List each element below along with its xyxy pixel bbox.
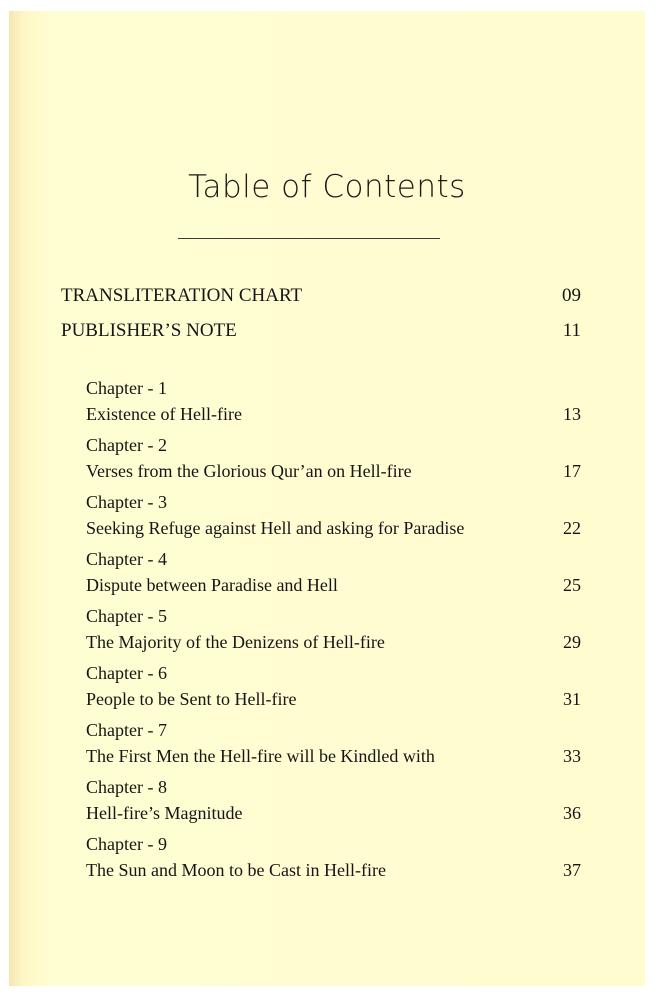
chapter-entry[interactable] <box>86 661 581 712</box>
chapter-label: Chapter - 5 <box>86 606 167 626</box>
entry-title: PUBLISHER’S NOTE <box>61 320 237 341</box>
chapter-title: Hell-fire’s Magnitude <box>86 803 243 823</box>
chapter-page-number: 25 <box>563 575 581 595</box>
chapter-label: Chapter - 9 <box>86 834 167 854</box>
chapter-entry[interactable] <box>86 775 581 826</box>
front-matter-entry-transliteration[interactable] <box>61 278 581 313</box>
entry-title: TRANSLITERATION CHART <box>61 285 303 306</box>
chapter-entry[interactable] <box>86 547 581 598</box>
table-of-contents <box>61 278 581 889</box>
chapter-title: The Sun and Moon to be Cast in Hell-fire <box>86 860 386 880</box>
chapter-title: Dispute between Paradise and Hell <box>86 575 338 595</box>
chapter-page-number: 37 <box>563 860 581 880</box>
chapter-entry[interactable] <box>86 376 581 427</box>
chapter-page-number: 17 <box>563 461 581 481</box>
chapter-page-number: 13 <box>563 404 581 424</box>
chapter-title: The Majority of the Denizens of Hell-fire <box>86 632 385 652</box>
chapter-label: Chapter - 4 <box>86 549 167 569</box>
chapter-entry[interactable] <box>86 832 581 883</box>
chapter-entry[interactable] <box>86 490 581 541</box>
chapter-label: Chapter - 6 <box>86 663 167 683</box>
chapter-title: The First Men the Hell-fire will be Kindled with <box>86 746 435 766</box>
chapter-entry[interactable] <box>86 718 581 769</box>
chapter-title: People to be Sent to Hell-fire <box>86 689 297 709</box>
chapter-label: Chapter - 3 <box>86 492 167 512</box>
chapter-page-number: 36 <box>563 803 581 823</box>
chapter-page-number: 29 <box>563 632 581 652</box>
chapter-label: Chapter - 8 <box>86 777 167 797</box>
page-title: Table of Contents <box>188 169 466 205</box>
entry-page-number: 09 <box>562 285 581 306</box>
chapter-entry[interactable] <box>86 604 581 655</box>
chapter-entry[interactable] <box>86 433 581 484</box>
chapter-page-number: 22 <box>563 518 581 538</box>
title-underline <box>178 238 440 239</box>
chapter-title: Verses from the Glorious Qur’an on Hell-fire <box>86 461 412 481</box>
chapter-title: Seeking Refuge against Hell and asking for Paradise <box>86 518 465 538</box>
chapter-label: Chapter - 7 <box>86 720 167 740</box>
chapter-list <box>61 376 581 883</box>
front-matter-entry-publishers-note[interactable] <box>61 313 581 348</box>
chapter-title: Existence of Hell-fire <box>86 404 242 424</box>
entry-page-number: 11 <box>562 320 581 341</box>
chapter-label: Chapter - 2 <box>86 435 167 455</box>
chapter-label: Chapter - 1 <box>86 378 167 398</box>
book-page <box>9 11 645 986</box>
chapter-page-number: 33 <box>563 746 581 766</box>
chapter-page-number: 31 <box>563 689 581 709</box>
